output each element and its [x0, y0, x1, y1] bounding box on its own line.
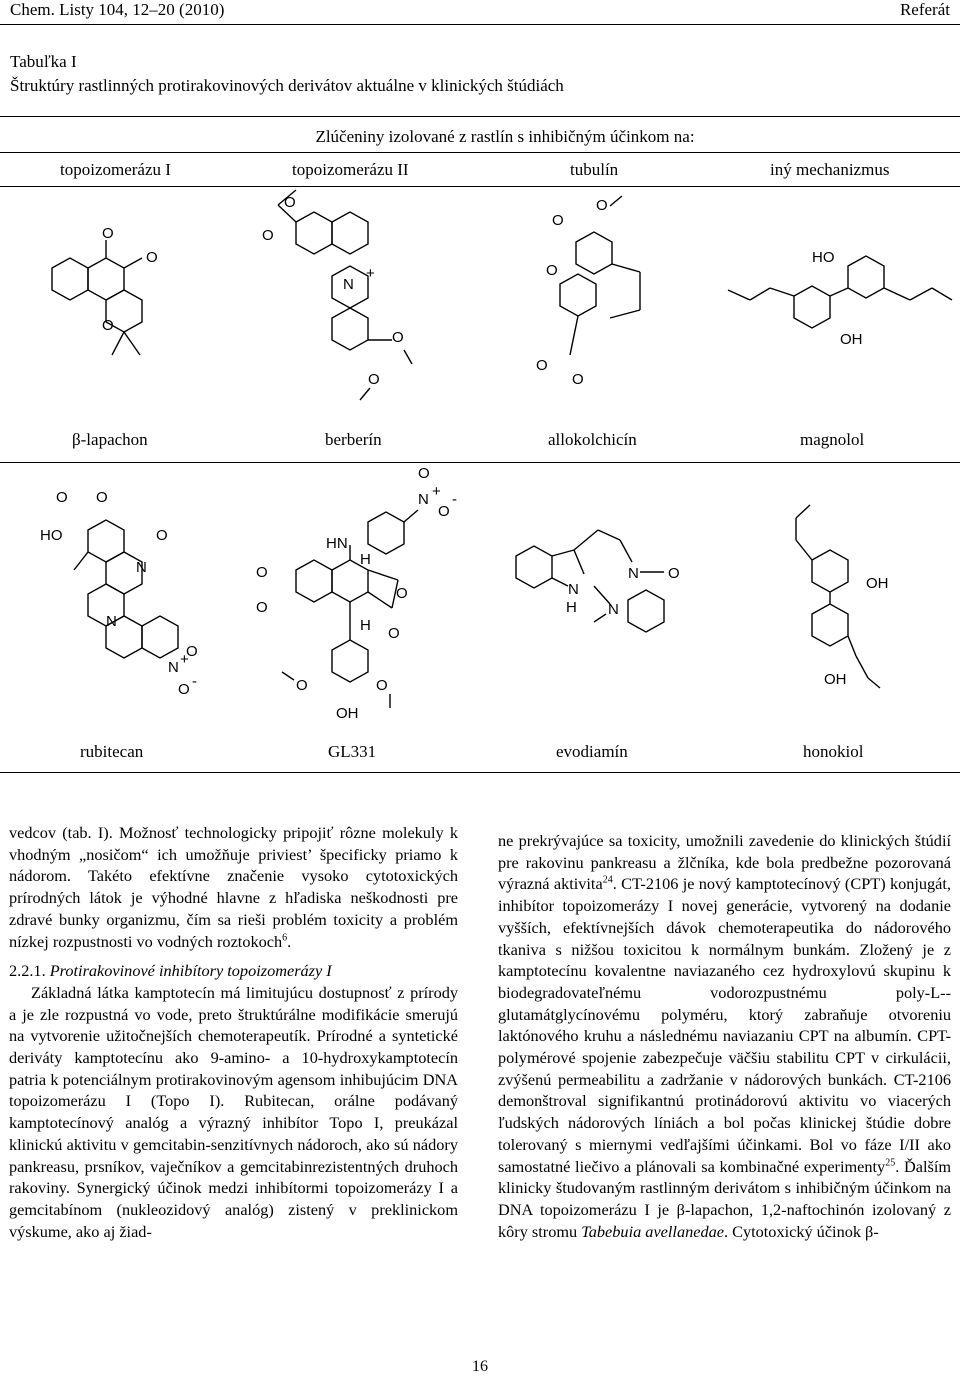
- svg-text:N: N: [568, 581, 579, 598]
- paragraph-left-2: Základná látka kamptotecín má limitujúcu dostupnosť z prírody a je zle rozpustná vo vode, preto štruktúrálne modifikácie smerujú na vytvorenie užitočnejších chemoterapeutík. Prírodné a syntetické deriváty kamptotecínu ako 9-amino- a 10-hydroxykamptotecín patria k potenciálnym protirakovinovým agensom inhibujúcim DNA topoizomerázu I (Topo I). Rubitecan, orálne podávaný kamptotecínový analóg a výrazný inhibítor Topo I, preukázal klinickú aktivitu v gemcitabin-senzitívnych nádoroch, ako sú nádory pankreasu, prsníkov, vaječníkov a gemcitabinrezistentných druhoch rakoviny. Synergický účinok medzi inhibítormi topoizomerázy I a gemcitabínom (nukleozidový analóg) zistený v preklinickom výskume, ako aj žiad-: [9, 982, 458, 1241]
- svg-text:+: +: [432, 483, 441, 500]
- svg-text:O: O: [56, 489, 68, 506]
- compound-name-evodiamine: evodiamín: [556, 742, 628, 761]
- paragraph-text-d: . Cytotoxický účinok β-: [723, 1221, 879, 1241]
- citation-ref: 6: [282, 932, 288, 944]
- svg-text:O: O: [178, 681, 190, 698]
- svg-text:O: O: [284, 194, 296, 211]
- magnolol-structure: [728, 249, 952, 348]
- body-left-column: [9, 822, 458, 1242]
- svg-text:N: N: [418, 491, 429, 508]
- berberine-structure: [262, 190, 412, 400]
- svg-text:OH: OH: [824, 671, 847, 688]
- paragraph-right-1: [498, 830, 951, 1242]
- svg-text:O: O: [552, 212, 564, 229]
- paragraph-text-a: ne prekrývajúce sa toxicity, umožnili zavedenie do klinických štúdií pre rakovinu pankreasu a žlčníka, kde bola predbežne pozorovaná výrazná aktivita: [498, 831, 951, 894]
- compound-name-honokiol: honokiol: [803, 742, 864, 761]
- compound-name-beta-lapachone: β-lapachon: [72, 430, 148, 449]
- svg-text:O: O: [388, 625, 400, 642]
- svg-text:OH: OH: [336, 705, 359, 722]
- svg-text:N: N: [608, 601, 619, 618]
- svg-text:O: O: [296, 677, 308, 694]
- svg-text:-: -: [452, 491, 457, 508]
- svg-text:O: O: [572, 371, 584, 388]
- table-heading-rule: [0, 152, 960, 153]
- svg-text:N: N: [168, 659, 179, 676]
- svg-text:O: O: [368, 371, 380, 388]
- paragraph-text: vedcov (tab. I). Možnosť technologicky pripojiť rôzne molekuly k vhodným „nosičom“ ich umožňuje priviest’ špecificky priamo k nádorom. Takéto efektívne značenie vysoko cytotoxických prírodných látok je výhodné hlavne z hľadiska neškodnosti pre zdravé bunky organizmu, čím sa rieši problém toxicity a problém nízkej rozpustnosti vo vodných roztokoch: [9, 823, 458, 951]
- svg-text:O: O: [396, 585, 408, 602]
- species-name: Tabebuia avellanedae: [581, 1221, 724, 1241]
- column-header-topo1: topoizomerázu I: [60, 160, 171, 179]
- svg-text:HN: HN: [326, 535, 348, 552]
- paragraph-left-1: vedcov (tab. I). Možnosť technologicky pripojiť rôzne molekuly k vhodným „nosičom“ ich umožňuje priviest’ špecificky priamo k nádorom. Takéto efektívne značenie vysoko cytotoxických prírodných látok je výhodné hlavne z hľadiska neškodnosti pre zdravé bunky organizmu, čím sa rieši problém toxicity a problém nízkej rozpustnosti vo vodných roztokoch$^6$.: [9, 823, 458, 951]
- svg-text:H: H: [360, 617, 371, 634]
- svg-text:H: H: [360, 551, 371, 568]
- table-bottom-rule: [0, 772, 960, 773]
- structures-row-1: [0, 186, 960, 426]
- evodiamine-structure: [516, 530, 680, 632]
- svg-text:OH: OH: [840, 331, 863, 348]
- svg-text:O: O: [256, 599, 268, 616]
- svg-text:O: O: [668, 565, 680, 582]
- allocolchicine-structure: [536, 196, 640, 388]
- section-title: Protirakovinové inhibítory topoizomerázy I: [49, 961, 332, 981]
- paragraph-text-b: . CT-2106 je nový kamptotecínový (CPT) konjugát, inhibítor topoizomerázy I novej generácie, vytvorený na dodanie vyšších, efektívnejších dávok chemoterapeutika do nádorového tkaniva s nižšou toxicitou k normálnym bunkám. Zložený je z kamptotecínu kovalentne naviazaného cez hydroxylovú skupinu k biodegradovateľnému vodorozpustnému poly-L--glutamátglycínovému polyméru, ktorý zabraňuje otvoreniu laktónového kruhu a následnému naviazaniu CPT na albumín. CPT-polymérové spojenie zabezpečuje väčšiu stabilitu CPT v cirkulácii, zvýšenú permeabilitu a zadržanie v nádorových bunkách. CT-2106 demonštroval signifikantnú protinádorovú aktivitu vo viacerých ľudských nádorových líniách a bol počas klinickej štúdie dobre tolerovaný s miernymi vedľajšími účinkami. Bol vo fáze I/II ako samostatné liečivo a plánovali sa kombinačné experimenty: [498, 874, 952, 1176]
- svg-text:-: -: [192, 673, 197, 690]
- table-group-heading: Zlúčeniny izolované z rastlín s inhibičným účinkom na:: [315, 127, 695, 146]
- svg-text:HO: HO: [40, 527, 63, 544]
- compound-name-rubitecan: rubitecan: [80, 742, 144, 761]
- svg-text:N: N: [628, 565, 639, 582]
- svg-text:O: O: [186, 643, 198, 660]
- svg-text:N: N: [106, 613, 117, 630]
- svg-text:O: O: [146, 249, 158, 266]
- table-caption: [10, 50, 564, 98]
- svg-text:N: N: [343, 276, 354, 293]
- citation-ref-24: 24: [602, 874, 613, 886]
- compound-name-allocolchicine: allokolchicín: [548, 430, 637, 449]
- svg-text:O: O: [262, 227, 274, 244]
- table-label: Tabuľka I: [10, 52, 77, 71]
- column-header-other: iný mechanizmus: [770, 160, 890, 179]
- svg-text:O: O: [376, 677, 388, 694]
- honokiol-structure: [796, 505, 889, 688]
- table-top-rule: [0, 116, 960, 117]
- svg-text:H: H: [566, 599, 577, 616]
- table-title: Štruktúry rastlinných protirakovinových derivátov aktuálne v klinických štúdiách: [10, 76, 564, 95]
- svg-text:O: O: [392, 329, 404, 346]
- gl331-structure: [256, 465, 457, 722]
- svg-text:O: O: [438, 503, 450, 520]
- rubitecan-structure: [40, 489, 198, 698]
- svg-text:O: O: [102, 317, 114, 334]
- compound-name-gl331: GL331: [328, 742, 377, 761]
- svg-text:N: N: [136, 559, 147, 576]
- citation-ref-25: 25: [885, 1157, 896, 1169]
- svg-text:O: O: [418, 465, 430, 482]
- svg-text:O: O: [96, 489, 108, 506]
- svg-text:+: +: [366, 265, 375, 282]
- section-number: 2.2.1.: [9, 961, 46, 981]
- page-number: 16: [472, 1358, 488, 1375]
- beta-lapachone-structure: [52, 225, 158, 355]
- svg-text:O: O: [156, 527, 168, 544]
- svg-text:O: O: [256, 564, 268, 581]
- column-header-tubulin: tubulín: [570, 160, 619, 179]
- svg-text:O: O: [596, 197, 608, 214]
- column-header-topo2: topoizomerázu II: [292, 160, 409, 179]
- svg-text:O: O: [102, 225, 114, 242]
- svg-text:O: O: [546, 262, 558, 279]
- svg-text:+: +: [180, 651, 189, 668]
- journal-header: Chem. Listy 104, 12–20 (2010): [10, 0, 225, 19]
- header-rule: [0, 24, 960, 25]
- svg-text:O: O: [536, 357, 548, 374]
- paragraph-text-c: . Ďalším klinicky študovaným rastlinným derivátom s inhibičným účinkom na DNA topoizomerázu I je β-lapachon, 1,2-naftochinón izolovaný z kôry stromu: [498, 1156, 952, 1241]
- compound-name-magnolol: magnolol: [800, 430, 865, 449]
- compound-name-berberine: berberín: [325, 430, 382, 449]
- structures-row-2: [0, 462, 960, 732]
- svg-text:HO: HO: [812, 249, 835, 266]
- section-header: Referát: [899, 0, 950, 19]
- svg-text:OH: OH: [866, 575, 889, 592]
- section-heading: [9, 960, 458, 982]
- body-right-column: [498, 830, 951, 1242]
